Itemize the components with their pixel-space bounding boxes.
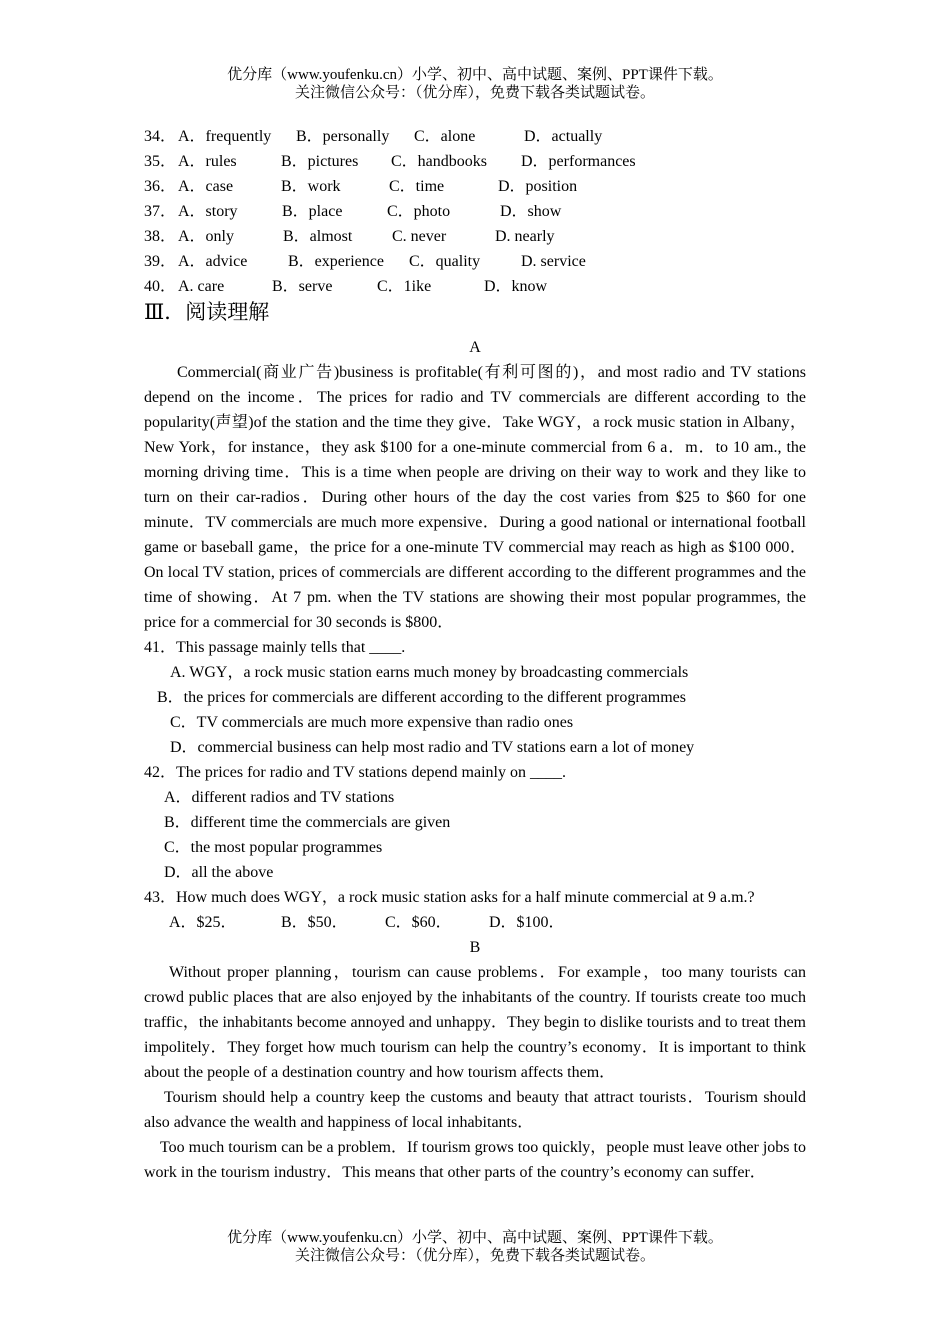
question-43-stem: 43．How much does WGY，a rock music station asks for a half minute commercial at 9 a.m.? bbox=[144, 889, 755, 906]
question-42-stem: 42．The prices for radio and TV stations depend mainly on ____. bbox=[144, 764, 566, 781]
passage-b-label: B bbox=[469, 939, 481, 956]
question-43-option-a: A．$25． bbox=[169, 914, 237, 931]
question-41-option-b: B．the prices for commercials are different according to the different programmes bbox=[157, 689, 686, 706]
option-b: B．experience bbox=[288, 253, 384, 270]
option-c: C．quality bbox=[409, 253, 481, 270]
question-number: 34． bbox=[144, 128, 177, 145]
question-number: 40． bbox=[144, 278, 177, 295]
question-42-option-c: C．the most popular programmes bbox=[164, 839, 383, 856]
option-b: B．pictures bbox=[281, 153, 359, 170]
question-number: 37． bbox=[144, 203, 177, 220]
option-b: B．personally bbox=[296, 128, 390, 145]
cloze-option-row-35 bbox=[144, 149, 806, 174]
question-number: 35． bbox=[144, 153, 177, 170]
passage-b-paragraph-2: Tourism should help a country keep the customs and beauty that attract tourists．Tourism should also advance the wealth and happiness of local inhabitants． bbox=[144, 1089, 806, 1131]
option-d: D. service bbox=[521, 253, 586, 270]
option-c: C．alone bbox=[414, 128, 476, 145]
cloze-option-row-40 bbox=[144, 274, 806, 299]
question-42-option-d: D．all the above bbox=[164, 864, 274, 881]
footer-line-1: 优分库（www.youfenku.cn）小学、初中、高中试题、案例、PPT课件下载。 bbox=[227, 1230, 723, 1246]
cloze-option-row-37 bbox=[144, 199, 806, 224]
option-d: D．actually bbox=[524, 128, 603, 145]
option-d: D. nearly bbox=[495, 228, 555, 245]
question-43-options bbox=[144, 910, 806, 935]
option-c: C．1ike bbox=[377, 278, 432, 295]
question-43-option-d: D．$100． bbox=[489, 914, 565, 931]
question-43-option-c: C．$60． bbox=[385, 914, 452, 931]
option-a: A．advice bbox=[178, 253, 248, 270]
option-d: D．performances bbox=[521, 153, 636, 170]
option-a: A. care bbox=[178, 278, 225, 295]
cloze-options-list bbox=[144, 124, 806, 299]
section-title-reading: Ⅲ．阅读理解 bbox=[144, 300, 270, 324]
question-42-option-a: A．different radios and TV stations bbox=[164, 789, 395, 806]
option-c: C．time bbox=[389, 178, 445, 195]
question-43-option-b: B．$50． bbox=[281, 914, 348, 931]
passage-a-label: A bbox=[469, 339, 481, 356]
option-a: A．frequently bbox=[178, 128, 272, 145]
cloze-option-row-36 bbox=[144, 174, 806, 199]
cloze-option-row-39 bbox=[144, 249, 806, 274]
option-b: B．serve bbox=[272, 278, 333, 295]
option-a: A．story bbox=[178, 203, 238, 220]
cloze-option-row-34 bbox=[144, 124, 806, 149]
passage-a-text: Commercial(商业广告)business is profitable(有利可图的)，and most radio and TV stations depend on the income．The prices for radio and TV commercials are different according to the popularity(声望)of the station and the time they give．Take WGY，a rock music station in Albany，New York，for instance，they ask $100 for a one-minute commercial from 6 a．m．to 10 am., the morning driving time．This is a time when people are driving on their way to work and they like to turn on their car-radios．During other hours of the day the cost varies from $25 to $60 for one minute．TV commercials are much more expensive．During a good national or international football game or baseball game，the price for a one-minute TV commercial may reach as high as $100 000．On local TV station, prices of commercials are different according to the different programmes and the time of showing．At 7 pm. when the TV stations are showing their most popular programmes, the price for a commercial for 30 seconds is $800． bbox=[144, 364, 806, 631]
passage-b-paragraph-3: Too much tourism can be a problem．If tourism grows too quickly，people must leave other jobs to work in the tourism industry．This means that other parts of the country’s economy can suffer． bbox=[144, 1139, 806, 1181]
exam-content bbox=[144, 124, 806, 1185]
header-line-1: 优分库（www.youfenku.cn）小学、初中、高中试题、案例、PPT课件下载。 bbox=[227, 67, 723, 83]
question-number: 36． bbox=[144, 178, 177, 195]
question-number: 39． bbox=[144, 253, 177, 270]
option-a: A．rules bbox=[178, 153, 237, 170]
question-41-option-a: A. WGY，a rock music station earns much money by broadcasting commercials bbox=[170, 664, 689, 681]
option-d: D．position bbox=[498, 178, 578, 195]
cloze-option-row-38 bbox=[144, 224, 806, 249]
question-41-option-d: D．commercial business can help most radio and TV stations earn a lot of money bbox=[170, 739, 695, 756]
option-d: D．show bbox=[500, 203, 562, 220]
option-b: B．work bbox=[281, 178, 341, 195]
page-footer bbox=[0, 1229, 950, 1265]
option-d: D．know bbox=[484, 278, 548, 295]
option-a: A．case bbox=[178, 178, 234, 195]
option-c: C. never bbox=[392, 228, 447, 245]
passage-b-paragraph-1: Without proper planning，tourism can cause problems．For example，too many tourists can crowd public places that are also enjoyed by the inhabitants of the country. If tourists create too much traffic，the inhabitants become annoyed and unhappy．They begin to dislike tourists and to treat them impolitely．They forget how much tourism can help the country’s economy．It is important to think about the people of a destination country and how tourism affects them． bbox=[144, 964, 806, 1081]
question-41-option-c: C．TV commercials are much more expensive than radio ones bbox=[170, 714, 574, 731]
question-number: 38． bbox=[144, 228, 177, 245]
footer-line-2: 关注微信公众号：（优分库），免费下载各类试题试卷。 bbox=[294, 1248, 655, 1264]
option-c: C．handbooks bbox=[391, 153, 488, 170]
option-b: B．place bbox=[282, 203, 343, 220]
header-line-2: 关注微信公众号：（优分库），免费下载各类试题试卷。 bbox=[294, 85, 655, 101]
option-b: B．almost bbox=[283, 228, 353, 245]
question-42-option-b: B．different time the commercials are given bbox=[164, 814, 451, 831]
question-41-stem: 41．This passage mainly tells that ____. bbox=[144, 639, 406, 656]
option-c: C．photo bbox=[387, 203, 451, 220]
option-a: A．only bbox=[178, 228, 235, 245]
page-header bbox=[0, 66, 950, 102]
